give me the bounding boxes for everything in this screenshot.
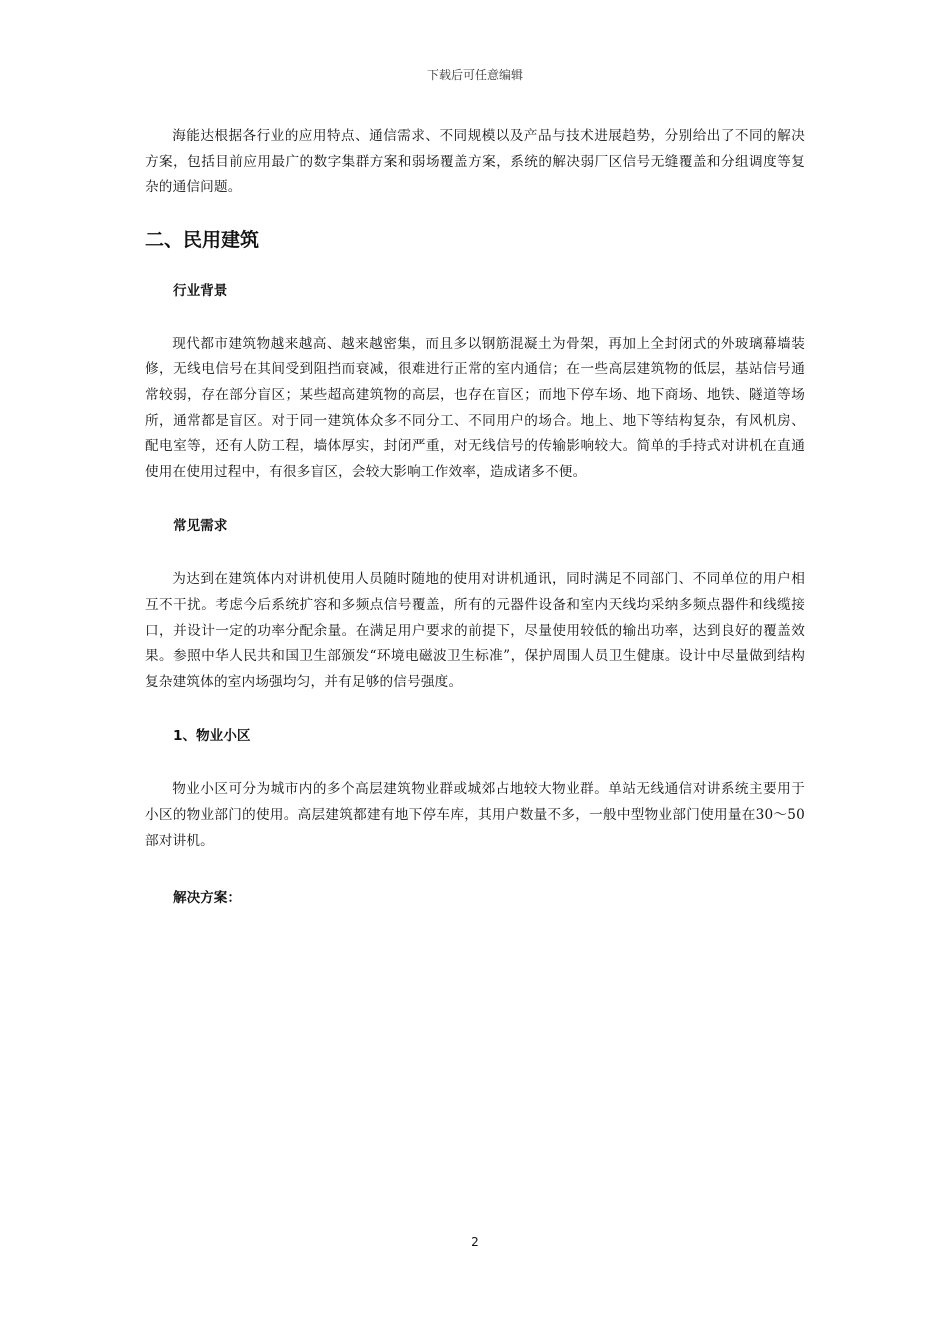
intro-paragraph: 海能达根据各行业的应用特点、通信需求、不同规模以及产品与技术进展趋势，分别给出了不同的解决方案，包括目前应用最广的数字集群方案和弱场覆盖方案，系统的解决弱厂区信号无缝覆盖和分组调度等复杂的通信问题。 bbox=[145, 128, 805, 196]
spacer bbox=[145, 302, 805, 332]
property-community-paragraph: 物业小区可分为城市内的多个高层建筑物业群或城郊占地较大物业群。单站无线通信对讲系统主要用于小区的物业部门的使用。高层建筑都建有地下停车库，其用户数量不多，一般中型物业部门使用量在30～50部对讲机。 bbox=[145, 781, 805, 849]
heading-solution: 解决方案： bbox=[173, 890, 241, 907]
header-note: 下载后可任意编辑 bbox=[426, 68, 523, 82]
heading-common-requirements: 常见需求 bbox=[173, 518, 228, 535]
spacer bbox=[145, 695, 805, 725]
industry-background-paragraph: 现代都市建筑物越来越高、越来越密集，而且多以钢筋混凝土为骨架，再加上全封闭式的外玻璃幕墙装修，无线电信号在其间受到阻挡而衰减，很难进行正常的室内通信；在一些高层建筑物的低层，基站信号通常较弱，存在部分盲区；某些超高建筑物的高层，也存在盲区；而地下停车场、地下商场、地铁、隧道等场所，通常都是盲区。对于同一建筑体众多不同分工、不同用户的场合。地上、地下等结构复杂，有风机房、配电室等，还有人防工程，墙体厚实，封闭严重，对无线信号的传输影响较大。简单的手持式对讲机在直通使用在使用过程中，有很多盲区，会较大影响工作效率，造成诸多不便。 bbox=[145, 335, 805, 480]
heading-industry-background: 行业背景 bbox=[173, 282, 228, 299]
section-title: 二、民用建筑 bbox=[145, 228, 260, 251]
common-requirements-paragraph: 为达到在建筑体内对讲机使用人员随时随地的使用对讲机通讯，同时满足不同部门、不同单位的用户相互不干扰。考虑今后系统扩容和多频点信号覆盖，所有的元器件设备和室内天线均采纳多频点器件和线缆接口，并设计一定的功率分配余量。在满足用户要求的前提下，尽量使用较低的输出功率，达到良好的覆盖效果。参照中华人民共和国卫生部颁发“环境电磁波卫生标准”，保护周围人员卫生健康。设计中尽量做到结构复杂建筑体的室内场强均匀，并有足够的信号强度。 bbox=[145, 571, 805, 690]
heading-property-community: 1、物业小区 bbox=[173, 728, 251, 745]
document-body bbox=[145, 124, 805, 909]
spacer bbox=[145, 253, 805, 280]
spacer bbox=[145, 201, 805, 227]
spacer bbox=[145, 854, 805, 887]
spacer bbox=[145, 485, 805, 515]
spacer bbox=[145, 747, 805, 777]
spacer bbox=[145, 537, 805, 567]
page-number: 2 bbox=[471, 1235, 479, 1249]
